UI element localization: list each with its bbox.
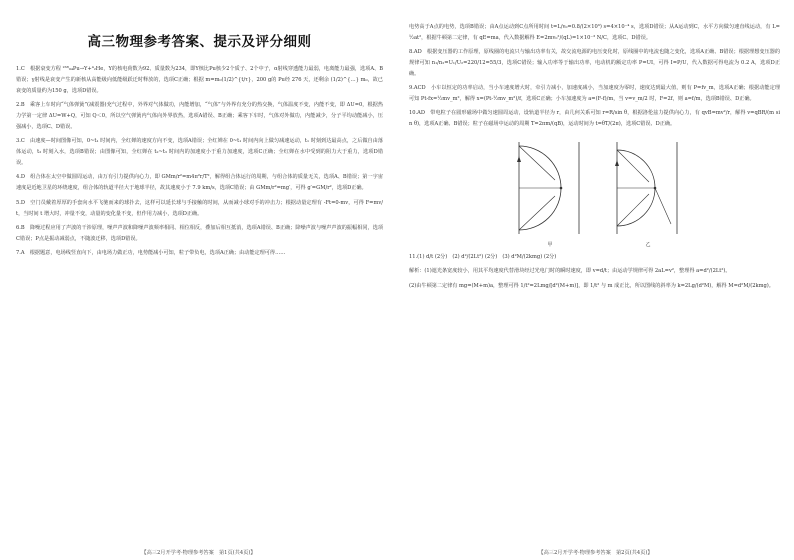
answer-paragraph: 9.ACD 小车以恒定的功率启动，当小车速度增大时，牵引力减小，加速度减小，当加速度为零时，速度达到最大值，则有 P=fv_m，选项A正确；根据动能定理可知 Pt-fx=½mv_m²，解得 x=(Pt-½mv_m²)/f，选项C正确；小车加速度为 a=(F-f)/m，当 v=v_m/2 时，F=2f，则 a=f/m，选项B错误、D正确。	[409, 85, 780, 103]
answer-paragraph: 7.A 根据题意，电场线竖直向下，由电场力做正功，电势能减小可知，粒子带负电，选项A正确；由动能定理可得……	[16, 249, 286, 256]
page-footer: 【高三2月开学考·物理参考答案 第2页(共4页)】	[538, 550, 653, 556]
answer-paragraph: 10.AD 带电粒子在圆形磁场中做匀速圆周运动，设轨道半径为 r，由几何关系可知 r=R/sin θ，根据洛伦兹力提供向心力，有 qvB=mv²/r，解得 v=qBR/(m sin θ)，选项A正确、B错误；粒子在磁场中运动的周期 T=2πm/(qB)，运动时间为 t=θT/(2π)，选项C错误、D正确。	[409, 110, 780, 128]
magnetic-field-diagram-yi	[605, 136, 691, 240]
answer-paragraph: 6.B 降噪过程应用了声波的干涉原理，噪声声波和降噪声波频率相同、相位相反，叠加后相互抵消，选项A错误、B正确；降噪声波与噪声声波的振幅相同，选项C错误；P点是振动减弱点，不随波迁移，选项D错误。	[16, 224, 383, 242]
answer-paragraph: 8.AD 根据变压器的工作原理，原线圈的电流只与输出功率有关，故交流电源的电压变化时，原线圈中的电流也随之变化，选项A正确、B错误；根据理想变压器的规律可知 n₁/n₂=U₁/U₂=220/12=55/3，选项C错误；输入功率等于输出功率，电动机的额定功率 P=UI，可得 I=P/U，代入数据可得电流为 0.2 A，选项D正确。	[409, 49, 780, 78]
magnetic-field-diagram-jia	[507, 136, 593, 240]
figure-caption: 甲	[547, 242, 553, 249]
page-title: 高三物理参考答案、提示及评分细则	[87, 34, 312, 50]
figure-yi	[605, 136, 691, 248]
answer-paragraph: 11.(1) d/t (2分) (2) d²/(2Lt²) (2分) (3) d²M/(2kmg) (2分)	[409, 254, 557, 261]
answer-paragraph: 1.C 根据衰变方程 ²³⁸₉₄Pu→Y+⁴₂He，Y的核电荷数为92、质量数为234，即Y核比Pu核少2个质子、2个中子，α射线穿透能力最弱，电离能力最强，选项A、B错误；γ射线是衰变产生的新核从高能级向低能级跃迁时释放的，选项C正确；根据 m=m₀(1/2)^{t/τ}，200 g的 Pu经 276 天，还剩余 (1/2)^{…} m₀，故已衰变的质量约为150 g，选项D错误。	[16, 66, 383, 95]
answer-paragraph: 3.C 由速度—时间图像可知，0~t₁ 时间内，全红婵的速度方向不变，选项A错误；全红婵在 0~t₁ 时间内向上做匀减速运动，t₁ 时刻到达最高点，之后做自由落体运动，t₂ 时刻入水，选项B错误；由图像可知，全红婵在 t₂~t₃ 时间内的加速度小于重力加速度，选项C正确；全红婵在水中受到的阻力大于重力，选项D错误。	[16, 138, 383, 167]
answer-paragraph: 电势高于A点的电势，选项B错误；由A点运动到C点所用时间 t=L/v₀=0.8/(2×10³) s=4×10⁻⁴ s，选项D错误；从A运动到C，水平方向做匀速直线运动，有 L=½at²，根据牛顿第二定律，有 qE=ma，代入数据解得 E=2mv₀²/(qL)=1×10⁻³ N/C，选项C、D错误。	[409, 24, 780, 42]
answer-paragraph: 4.D 组合体在太空中做圆周运动，由万有引力提供向心力，即 GMm/r²=m4π²r/T²，解得组合体运行的周期，与组合体的质量无关，选项A、B错误；第一宇宙速度是近地卫星的环绕速度，组合体的轨道半径大于地球半径，故其速度小于 7.9 km/s，选项C错误；由 GMm/r²=mg′，可得 g′=GM/r²，选项D正确。	[16, 174, 383, 192]
diagram-figures	[409, 136, 780, 248]
answer-paragraph: 2.B 乘客上车时向“气体弹簧”(减震器)充气过程中，外界对气体做功，内能增加，“气体”与外界有充分的热交换，气体温度不变，内能不变，即 ΔU=0，根据热力学第一定律 ΔU=W+Q，可知 Q＜0，所以空气弹簧内气体向外界放热，选项A错误、B正确；乘客下车时，气体对外做功，内能减少，分子平均动能减小，压强减小，选项C、D错误。	[16, 102, 383, 131]
answer-paragraph: 解析：(1)遮光条宽度较小，用其平均速度代替滑块经过光电门时的瞬时速度，即 v=d/t；由运动学规律可得 2aL=v²，整理得 a=d²/(2Lt²)。	[409, 268, 731, 275]
figure-jia	[507, 136, 593, 248]
answer-paragraph: (2)由牛顿第二定律有 mg=(M+m)a，整理可得 1/t²=2Lmg/[d²(M+m)]，即 1/t² 与 m 成正比，所以图线的斜率为 k=2Lg/(d²M)，解得 M=d²M/(2kmg)。	[409, 282, 774, 289]
answer-page-right	[397, 0, 794, 560]
figure-caption: 乙	[645, 242, 651, 249]
page-footer: 【高三2月开学考·物理参考答案 第1页(共4页)】	[141, 550, 256, 556]
answer-paragraph: 5.D 空门员戴着厚厚的手套向水平飞驰而来的球扑去，这样可以延长球与手接触的时间，从而减小球对手的冲击力；根据动量定理有 -Ft=0-mv，可得 F=mv/t，当时间 t 增大时，冲量不变，动量的变化量不变，但作用力减小，选项D正确。	[16, 199, 383, 217]
